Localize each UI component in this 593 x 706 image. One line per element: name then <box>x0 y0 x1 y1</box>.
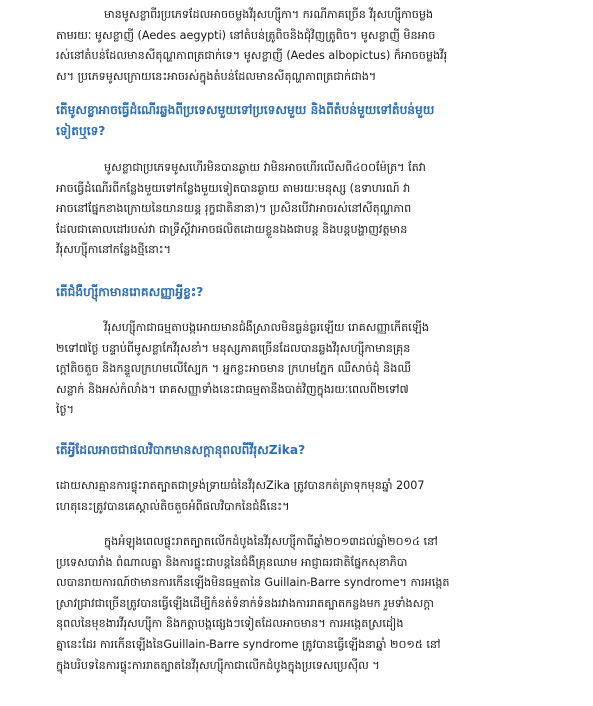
heading-line: តើអ្វីដែលអាចជាផលវិបាកមានសក្តានុពលពីវីរុសZika? <box>56 443 306 457</box>
text-line: វីរុសហ្ស៊ីកាជាធម្មតាបង្កអោយមានជំងឺស្រាលមិនធ្ងន់ធ្ងរឡើយ រោគសញ្ញាកើតឡើង <box>104 321 429 334</box>
text-line: អាចធ្វើដំណើរពីកន្លែងមួយទៅកន្លែងមួយទៀតបានឆ្ងាយ តាមរយៈមនុស្ស (ឧទាហរណ៍ វា <box>56 181 411 195</box>
text-line: ស្រាវជ្រាវជាច្រើនត្រូវបានធ្វើឡើងដើម្បីកំនត់ទំនាក់ទំនងរវាងការរាតត្បាតកន្លងមក រួមទាំងសក្តា <box>56 596 434 610</box>
heading-line: ទៀតឬទេ? <box>56 124 106 138</box>
heading-line: តើជំងឺហ្ស៊ីកាមានរោគសញ្ញាអ្វីខ្លះ? <box>56 285 204 299</box>
question-heading-symptoms <box>56 282 556 303</box>
text-line: វីរុសហ្ស៊ីកានៅកន្លែងថ្មីនោះ។ <box>56 243 172 257</box>
text-line: អាចនៅផ្នែកខាងក្រោយនៃយានយន្ត រុក្ខជាតិនានា)។ ប្រសិនបើវាអាចរស់នៅសីតុណ្ហភាព <box>56 202 412 216</box>
heading-line: តើមូសខ្លាអាចធ្វើដំណើរឆ្លងពីប្រទេសមួយទៅប្រទេសមួយ និងពីតំបន់មួយទៅតំបន់មួយ <box>56 103 435 117</box>
text-line: គ្នានេះដែរ ការកើនឡើងនៃGuillain-Barre syndrome ត្រូវបានធ្វើឡើងនាឆ្នាំ ២០១៥ នៅ <box>56 637 441 651</box>
text-line: លបានរាយការណ៍ថាមានការកើនឡើងមិនធម្មតានៃ Guillain-Barre syndrome។ ការអង្កេត <box>56 576 450 590</box>
text-line: មានមូសខ្លាពីរប្រភេទដែលអាចចម្លងវីរុសហ្ស៊ីកា។ ករណីភាគច្រើន វីរុសហ្ស៊ីកាចម្លង <box>104 8 434 21</box>
text-line: សន្លាក់ និងអស់កំលាំង។ រោគសញ្ញាទាំងនេះជាធម្មតានឹងបាត់វិញក្នុងរយៈពេលពី២ទៅ៧ <box>56 382 409 396</box>
text-line: តាមរយៈ មូសខ្លាញី (Aedes aegypti) នៅតំបន់ត្រូពិចនិងជុំវិញត្រូពិច។ មូសខ្លាញី មិនអាច <box>56 28 436 42</box>
question-heading-travel <box>56 100 556 142</box>
text-line: ប្រទេសបារាំង ពំណាលគ្នា និងការផ្ទុះជាបន្តនៃជំងឺគ្រុនឈាម អាជ្ញាធរជាតិផ្នែកសុខាភិបា <box>56 555 408 569</box>
text-line: ស។ ប្រភេទមូសក្រោយនេះអាចរស់ក្នុងតំបន់ដែលមានសីតុណ្ហភាពត្រជាក់ជាង។ <box>56 69 377 83</box>
text-line: ហេតុនេះត្រូវបានគេស្គាល់តិចតួចអំពីផលវិបាកនៃជំងឺនេះ។ <box>56 499 290 513</box>
text-line: ២ទៅ៧ថ្ងៃ បន្ទាប់ពីមូសខ្លាកែវីរុសខាំ។ មនុស្សភាគច្រើនដែលបានឆ្លងវីរុសហ្ស៊ីកាមានគ្រុន <box>56 341 411 355</box>
text-line: ថ្ងៃ។ <box>56 403 75 417</box>
text-line: មូសខ្លាជាប្រភេទមូសហើរមិនបានឆ្ងាយ វាមិនអាចហើរលើសពី៤០០ម៉ែត្រ។ តែវា <box>104 161 426 174</box>
history-paragraph <box>56 476 556 517</box>
text-line: នុពលនៃមុខងារវីរុសហ្ស៊ីកា និងកត្តាបង្កផ្សេងៗទៀតដែលអាចមាន។ ការអង្កេតស្រដៀង <box>56 617 404 631</box>
text-line: រស់នៅតំបន់ដែលមានសីតុណ្ហភាពត្រជាក់ទេ។ មូសខ្លាញី (Aedes albopictus) ក៏អាចចម្លងវីរុ <box>56 49 448 63</box>
text-line: ក្នុងបរិបទនៃការផ្ទុះការរាតត្បាតនៃវីរុសហ្ស៊ីកាជាលើកដំបូងក្នុងប្រទេសប្រេស៊ីល ។ <box>56 658 380 672</box>
symptoms-answer-paragraph <box>56 318 556 421</box>
question-heading-complications <box>56 440 556 461</box>
text-line: ក្នុងអំឡុងពេលផ្ទុះរាតត្បាតលើកដំបូងនៃវីរុសហ្ស៊ីកាពីឆ្នាំ២០១៣ដល់ឆ្នាំ២០១៤ នៅ <box>104 535 438 548</box>
intro-paragraph <box>56 5 556 87</box>
complications-paragraph <box>56 532 556 676</box>
travel-answer-paragraph <box>56 158 556 261</box>
text-line: ក្តៅតិចតួច និងកន្ទួលក្រហមលើស្បែក ។ អ្នកខ្លះអាចមាន ក្រហមភ្នែក ឈឺសាច់ដុំ និងឈឺ <box>56 362 411 376</box>
text-line: ដែលជាគោលដៅរបស់វា ជាទ្រឹស្តីវាអាចផលិតដោយខ្លួនឯងជាបន្ត និងបន្តបង្ហាញវត្តមាន <box>56 222 408 236</box>
text-line: ដោយសារគ្មានការផ្ទុះរាតត្បាតជាទ្រង់ទ្រាយធំនៃវីរុសZika ត្រូវបានកត់ត្រាទុកមុនឆ្នាំ 2007 <box>56 479 425 492</box>
